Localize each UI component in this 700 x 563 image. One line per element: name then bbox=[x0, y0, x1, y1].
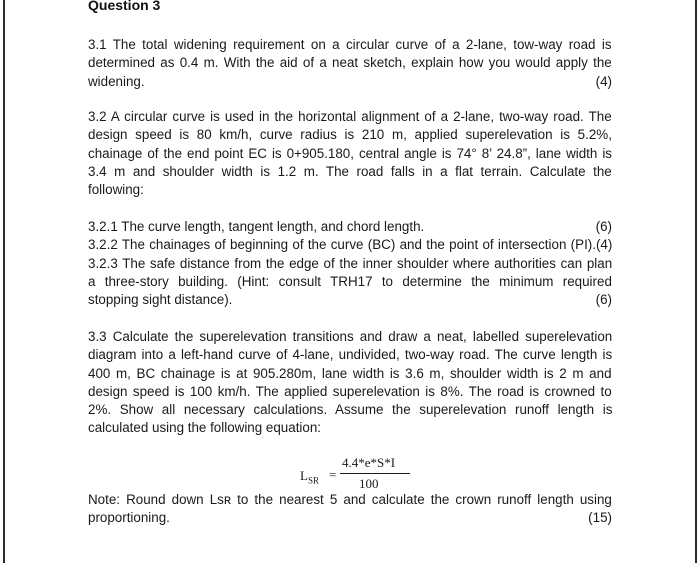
note-marks: (15) bbox=[588, 510, 612, 526]
question-3-1 bbox=[88, 36, 612, 91]
left-border bbox=[3, 0, 5, 563]
right-border bbox=[695, 0, 697, 563]
note-line-1: Note: Round down Lsʀ to the nearest 5 and calculate the crown runoff length using bbox=[88, 492, 612, 507]
q32-line-3: chainage of the end point EC is 0+905.180, central angle is 74° 8’ 24.8”, lane width is bbox=[88, 145, 612, 161]
q321-text: 3.2.1 The curve length, tangent length, and chord length. bbox=[88, 219, 425, 234]
q323-line-3: stopping sight distance). bbox=[88, 292, 233, 308]
formula-lhs-main: L bbox=[300, 468, 308, 483]
q322-text: 3.2.2 The chainages of beginning of the curve (BC) and the point of intersection (PI).(4) bbox=[88, 237, 613, 253]
question-3-3 bbox=[88, 328, 612, 438]
q31-marks: (4) bbox=[595, 73, 612, 89]
q33-line-1: 3.3 Calculate the superelevation transitions and draw a neat, labelled superelevation bbox=[88, 329, 613, 344]
q323-marks: (6) bbox=[595, 292, 612, 308]
formula-denominator: 100 bbox=[359, 476, 379, 491]
q33-line-5: 2%. Show all necessary calculations. Assume the superelevation runoff length is bbox=[88, 402, 613, 418]
q32-line-5: following: bbox=[88, 182, 144, 198]
q33-line-6: calculated using the following equation: bbox=[88, 420, 322, 436]
q33-line-4: design speed is 100 km/h. The applied superelevation is 8%. The road is crowned to bbox=[88, 383, 612, 399]
q33-line-3: 400 m, BC chainage is at 905.280m, lane width is 3.6 m, shoulder width is 2 m and bbox=[88, 365, 612, 381]
fraction-bar bbox=[340, 473, 410, 474]
q31-line-3: widening. bbox=[88, 73, 145, 89]
question-3-2 bbox=[88, 108, 612, 199]
q32-line-2: design speed is 80 km/h, curve radius is 210 m, applied superelevation is 5.2%, bbox=[88, 127, 612, 143]
q31-line-1: 3.1 The total widening requirement on a circular curve of a 2-lane, tow-way road is bbox=[88, 37, 612, 52]
q323-line-1: 3.2.3 The safe distance from the edge of the inner shoulder where authorities can plan bbox=[88, 255, 613, 271]
formula-lhs-sub: SR bbox=[307, 475, 319, 486]
lsr-formula bbox=[296, 455, 426, 495]
question-heading: Question 3 bbox=[88, 0, 161, 13]
q31-line-2: determined as 0.4 m. With the aid of a neat sketch, explain how you would apply the bbox=[88, 55, 612, 71]
q323-line-2: a three-story building. (Hint: consult TRH17 to determine the minimum required bbox=[88, 273, 612, 289]
q32-line-1: 3.2 A circular curve is used in the horizontal alignment of a 2-lane, two-way road. The bbox=[88, 109, 612, 124]
formula-equals: = bbox=[329, 467, 337, 482]
formula-lhs bbox=[300, 468, 319, 486]
question-3-2-subparts bbox=[88, 218, 612, 309]
formula-numerator: 4.4*e*S*I bbox=[342, 455, 396, 470]
q32-line-4: 3.4 m and shoulder width is 1.2 m. The road falls in a flat terrain. Calculate the bbox=[88, 163, 612, 179]
q321-marks: (6) bbox=[595, 219, 612, 234]
note-line-2: proportioning. bbox=[88, 510, 170, 526]
note bbox=[88, 491, 612, 528]
q33-line-2: diagram into a left-hand curve of 4-lane, undivided, two-way road. The curve length is bbox=[88, 347, 613, 363]
